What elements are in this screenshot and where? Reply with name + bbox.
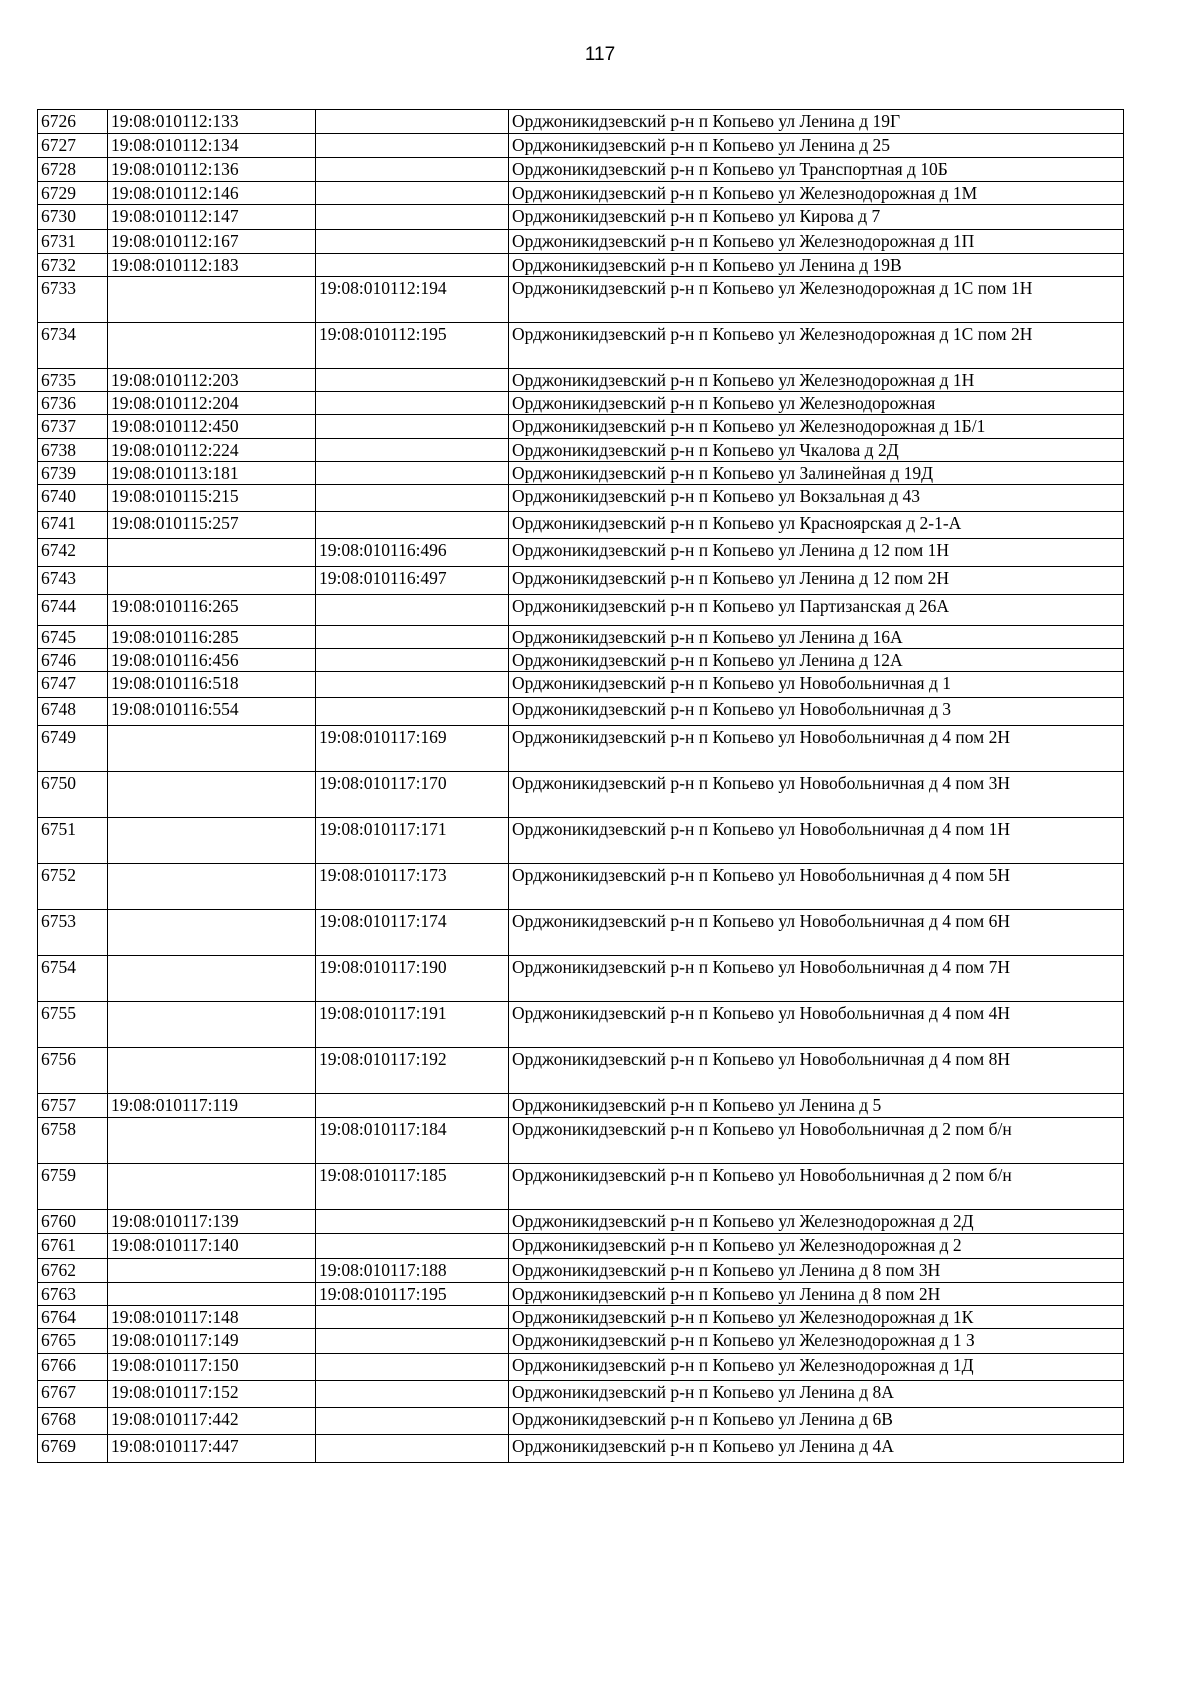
cadastral-number-cell: 19:08:010112:134 — [108, 134, 316, 158]
address-cell: Орджоникидзевский р-н п Копьево ул Новобольничная д 4 пом 1Н — [509, 818, 1124, 864]
row-number-cell: 6742 — [38, 539, 108, 567]
registry-table — [37, 109, 1124, 1463]
address-cell: Орджоникидзевский р-н п Копьево ул Новобольничная д 2 пом б/н — [509, 1164, 1124, 1210]
row-number-cell: 6762 — [38, 1259, 108, 1283]
address-cell: Орджоникидзевский р-н п Копьево ул Чкалова д 2Д — [509, 439, 1124, 462]
row-number-cell: 6750 — [38, 772, 108, 818]
cadastral-number-cell: 19:08:010117:442 — [108, 1408, 316, 1435]
premises-cadastral-number-cell: 19:08:010117:170 — [316, 772, 509, 818]
address-cell: Орджоникидзевский р-н п Копьево ул Железнодорожная д 1Б/1 — [509, 415, 1124, 439]
address-cell: Орджоникидзевский р-н п Копьево ул Ленина д 19В — [509, 254, 1124, 277]
premises-cadastral-number-cell — [316, 1234, 509, 1259]
row-number-cell: 6758 — [38, 1118, 108, 1164]
table-row — [38, 1164, 1124, 1210]
row-number-cell: 6729 — [38, 182, 108, 205]
premises-cadastral-number-cell — [316, 698, 509, 726]
cadastral-number-cell — [108, 818, 316, 864]
address-cell: Орджоникидзевский р-н п Копьево ул Железнодорожная д 1С пом 1Н — [509, 277, 1124, 323]
table-row — [38, 323, 1124, 369]
address-cell: Орджоникидзевский р-н п Копьево ул Новобольничная д 4 пом 5Н — [509, 864, 1124, 910]
address-cell: Орджоникидзевский р-н п Копьево ул Ленина д 16А — [509, 626, 1124, 649]
row-number-cell: 6755 — [38, 1002, 108, 1048]
table-row — [38, 864, 1124, 910]
premises-cadastral-number-cell — [316, 1435, 509, 1463]
premises-cadastral-number-cell: 19:08:010117:169 — [316, 726, 509, 772]
row-number-cell: 6765 — [38, 1329, 108, 1354]
row-number-cell: 6756 — [38, 1048, 108, 1094]
address-cell: Орджоникидзевский р-н п Копьево ул Залинейная д 19Д — [509, 462, 1124, 485]
cadastral-number-cell: 19:08:010112:136 — [108, 158, 316, 182]
row-number-cell: 6737 — [38, 415, 108, 439]
table-row — [38, 1210, 1124, 1234]
row-number-cell: 6767 — [38, 1381, 108, 1408]
table-row — [38, 1435, 1124, 1463]
premises-cadastral-number-cell: 19:08:010117:173 — [316, 864, 509, 910]
premises-cadastral-number-cell — [316, 1381, 509, 1408]
row-number-cell: 6734 — [38, 323, 108, 369]
row-number-cell: 6736 — [38, 392, 108, 415]
address-cell: Орджоникидзевский р-н п Копьево ул Железнодорожная д 1К — [509, 1306, 1124, 1329]
address-cell: Орджоникидзевский р-н п Копьево ул Новобольничная д 4 пом 4Н — [509, 1002, 1124, 1048]
cadastral-number-cell: 19:08:010112:133 — [108, 110, 316, 134]
row-number-cell: 6747 — [38, 672, 108, 698]
table-row — [38, 230, 1124, 254]
address-cell: Орджоникидзевский р-н п Копьево ул Новобольничная д 2 пом б/н — [509, 1118, 1124, 1164]
table-row — [38, 956, 1124, 1002]
cadastral-number-cell — [108, 277, 316, 323]
cadastral-number-cell — [108, 567, 316, 595]
cadastral-number-cell — [108, 956, 316, 1002]
cadastral-number-cell: 19:08:010112:146 — [108, 182, 316, 205]
page-number: 117 — [584, 44, 616, 65]
premises-cadastral-number-cell: 19:08:010117:185 — [316, 1164, 509, 1210]
premises-cadastral-number-cell — [316, 649, 509, 672]
premises-cadastral-number-cell — [316, 134, 509, 158]
cadastral-number-cell: 19:08:010117:140 — [108, 1234, 316, 1259]
premises-cadastral-number-cell — [316, 392, 509, 415]
row-number-cell: 6726 — [38, 110, 108, 134]
address-cell: Орджоникидзевский р-н п Копьево ул Новобольничная д 4 пом 7Н — [509, 956, 1124, 1002]
row-number-cell: 6744 — [38, 595, 108, 626]
table-row — [38, 910, 1124, 956]
premises-cadastral-number-cell — [316, 205, 509, 230]
address-cell: Орджоникидзевский р-н п Копьево ул Ленина д 25 — [509, 134, 1124, 158]
table-row — [38, 182, 1124, 205]
premises-cadastral-number-cell — [316, 1354, 509, 1381]
address-cell: Орджоникидзевский р-н п Копьево ул Новобольничная д 3 — [509, 698, 1124, 726]
cadastral-number-cell: 19:08:010117:119 — [108, 1094, 316, 1118]
row-number-cell: 6733 — [38, 277, 108, 323]
address-cell: Орджоникидзевский р-н п Копьево ул Вокзальная д 43 — [509, 485, 1124, 512]
row-number-cell: 6752 — [38, 864, 108, 910]
cadastral-number-cell: 19:08:010112:183 — [108, 254, 316, 277]
row-number-cell: 6743 — [38, 567, 108, 595]
row-number-cell: 6761 — [38, 1234, 108, 1259]
premises-cadastral-number-cell: 19:08:010117:184 — [316, 1118, 509, 1164]
address-cell: Орджоникидзевский р-н п Копьево ул Транспортная д 10Б — [509, 158, 1124, 182]
cadastral-number-cell: 19:08:010115:257 — [108, 512, 316, 539]
table-row — [38, 1306, 1124, 1329]
table-row — [38, 1118, 1124, 1164]
row-number-cell: 6749 — [38, 726, 108, 772]
premises-cadastral-number-cell — [316, 439, 509, 462]
row-number-cell: 6738 — [38, 439, 108, 462]
premises-cadastral-number-cell — [316, 110, 509, 134]
address-cell: Орджоникидзевский р-н п Копьево ул Железнодорожная д 1 З — [509, 1329, 1124, 1354]
row-number-cell: 6753 — [38, 910, 108, 956]
table-row — [38, 698, 1124, 726]
row-number-cell: 6769 — [38, 1435, 108, 1463]
premises-cadastral-number-cell — [316, 672, 509, 698]
premises-cadastral-number-cell — [316, 254, 509, 277]
premises-cadastral-number-cell — [316, 512, 509, 539]
address-cell: Орджоникидзевский р-н п Копьево ул Новобольничная д 4 пом 2Н — [509, 726, 1124, 772]
table-row — [38, 595, 1124, 626]
premises-cadastral-number-cell: 19:08:010117:188 — [316, 1259, 509, 1283]
table-row — [38, 818, 1124, 864]
address-cell: Орджоникидзевский р-н п Копьево ул Железнодорожная д 1С пом 2Н — [509, 323, 1124, 369]
cadastral-number-cell: 19:08:010116:554 — [108, 698, 316, 726]
row-number-cell: 6754 — [38, 956, 108, 1002]
row-number-cell: 6732 — [38, 254, 108, 277]
cadastral-number-cell — [108, 323, 316, 369]
cadastral-number-cell: 19:08:010117:447 — [108, 1435, 316, 1463]
row-number-cell: 6757 — [38, 1094, 108, 1118]
cadastral-number-cell — [108, 1118, 316, 1164]
premises-cadastral-number-cell — [316, 1210, 509, 1234]
premises-cadastral-number-cell — [316, 1306, 509, 1329]
row-number-cell: 6728 — [38, 158, 108, 182]
address-cell: Орджоникидзевский р-н п Копьево ул Кирова д 7 — [509, 205, 1124, 230]
premises-cadastral-number-cell — [316, 626, 509, 649]
table-row — [38, 392, 1124, 415]
row-number-cell: 6731 — [38, 230, 108, 254]
premises-cadastral-number-cell: 19:08:010117:174 — [316, 910, 509, 956]
table-row — [38, 1094, 1124, 1118]
cadastral-number-cell: 19:08:010112:147 — [108, 205, 316, 230]
row-number-cell: 6739 — [38, 462, 108, 485]
row-number-cell: 6745 — [38, 626, 108, 649]
address-cell: Орджоникидзевский р-н п Копьево ул Ленина д 12А — [509, 649, 1124, 672]
address-cell: Орджоникидзевский р-н п Копьево ул Железнодорожная д 1П — [509, 230, 1124, 254]
premises-cadastral-number-cell — [316, 1329, 509, 1354]
cadastral-number-cell — [108, 772, 316, 818]
premises-cadastral-number-cell — [316, 369, 509, 392]
address-cell: Орджоникидзевский р-н п Копьево ул Ленина д 12 пом 2Н — [509, 567, 1124, 595]
cadastral-number-cell — [108, 1048, 316, 1094]
cadastral-number-cell: 19:08:010112:224 — [108, 439, 316, 462]
table-row — [38, 1329, 1124, 1354]
cadastral-number-cell — [108, 726, 316, 772]
premises-cadastral-number-cell: 19:08:010117:190 — [316, 956, 509, 1002]
cadastral-number-cell: 19:08:010112:203 — [108, 369, 316, 392]
premises-cadastral-number-cell — [316, 230, 509, 254]
premises-cadastral-number-cell: 19:08:010117:192 — [316, 1048, 509, 1094]
premises-cadastral-number-cell — [316, 1408, 509, 1435]
address-cell: Орджоникидзевский р-н п Копьево ул Ленина д 19Г — [509, 110, 1124, 134]
cadastral-number-cell: 19:08:010116:518 — [108, 672, 316, 698]
premises-cadastral-number-cell: 19:08:010116:497 — [316, 567, 509, 595]
row-number-cell: 6768 — [38, 1408, 108, 1435]
row-number-cell: 6751 — [38, 818, 108, 864]
table-row — [38, 1002, 1124, 1048]
table-row — [38, 539, 1124, 567]
row-number-cell: 6746 — [38, 649, 108, 672]
address-cell: Орджоникидзевский р-н п Копьево ул Железнодорожная д 1Н — [509, 369, 1124, 392]
table-row — [38, 1408, 1124, 1435]
premises-cadastral-number-cell — [316, 1094, 509, 1118]
table-row — [38, 1234, 1124, 1259]
table-row — [38, 672, 1124, 698]
address-cell: Орджоникидзевский р-н п Копьево ул Железнодорожная — [509, 392, 1124, 415]
row-number-cell: 6727 — [38, 134, 108, 158]
premises-cadastral-number-cell — [316, 158, 509, 182]
address-cell: Орджоникидзевский р-н п Копьево ул Партизанская д 26А — [509, 595, 1124, 626]
cadastral-number-cell — [108, 910, 316, 956]
table-row — [38, 254, 1124, 277]
row-number-cell: 6735 — [38, 369, 108, 392]
table-row — [38, 158, 1124, 182]
table-row — [38, 110, 1124, 134]
cadastral-number-cell — [108, 1164, 316, 1210]
table-row — [38, 1259, 1124, 1283]
premises-cadastral-number-cell — [316, 415, 509, 439]
address-cell: Орджоникидзевский р-н п Копьево ул Железнодорожная д 2 — [509, 1234, 1124, 1259]
cadastral-number-cell: 19:08:010117:150 — [108, 1354, 316, 1381]
table-row — [38, 726, 1124, 772]
address-cell: Орджоникидзевский р-н п Копьево ул Новобольничная д 4 пом 3Н — [509, 772, 1124, 818]
cadastral-number-cell: 19:08:010113:181 — [108, 462, 316, 485]
row-number-cell: 6764 — [38, 1306, 108, 1329]
table-row — [38, 134, 1124, 158]
address-cell: Орджоникидзевский р-н п Копьево ул Ленина д 12 пом 1Н — [509, 539, 1124, 567]
premises-cadastral-number-cell — [316, 462, 509, 485]
table-row — [38, 1354, 1124, 1381]
table-row — [38, 369, 1124, 392]
address-cell: Орджоникидзевский р-н п Копьево ул Красноярская д 2-1-А — [509, 512, 1124, 539]
cadastral-number-cell — [108, 1002, 316, 1048]
table-row — [38, 1381, 1124, 1408]
premises-cadastral-number-cell: 19:08:010116:496 — [316, 539, 509, 567]
table-row — [38, 1048, 1124, 1094]
premises-cadastral-number-cell — [316, 485, 509, 512]
address-cell: Орджоникидзевский р-н п Копьево ул Железнодорожная д 1М — [509, 182, 1124, 205]
row-number-cell: 6763 — [38, 1283, 108, 1306]
address-cell: Орджоникидзевский р-н п Копьево ул Ленина д 8А — [509, 1381, 1124, 1408]
cadastral-number-cell: 19:08:010116:456 — [108, 649, 316, 672]
cadastral-number-cell — [108, 1283, 316, 1306]
table-row — [38, 1283, 1124, 1306]
cadastral-number-cell: 19:08:010112:167 — [108, 230, 316, 254]
cadastral-number-cell: 19:08:010117:152 — [108, 1381, 316, 1408]
cadastral-number-cell: 19:08:010112:204 — [108, 392, 316, 415]
cadastral-number-cell — [108, 539, 316, 567]
address-cell: Орджоникидзевский р-н п Копьево ул Новобольничная д 1 — [509, 672, 1124, 698]
premises-cadastral-number-cell: 19:08:010112:195 — [316, 323, 509, 369]
cadastral-number-cell: 19:08:010112:450 — [108, 415, 316, 439]
cadastral-number-cell: 19:08:010117:148 — [108, 1306, 316, 1329]
row-number-cell: 6730 — [38, 205, 108, 230]
row-number-cell: 6740 — [38, 485, 108, 512]
premises-cadastral-number-cell — [316, 595, 509, 626]
address-cell: Орджоникидзевский р-н п Копьево ул Новобольничная д 4 пом 6Н — [509, 910, 1124, 956]
row-number-cell: 6759 — [38, 1164, 108, 1210]
premises-cadastral-number-cell: 19:08:010117:191 — [316, 1002, 509, 1048]
cadastral-number-cell — [108, 864, 316, 910]
row-number-cell: 6766 — [38, 1354, 108, 1381]
table-row — [38, 512, 1124, 539]
address-cell: Орджоникидзевский р-н п Копьево ул Железнодорожная д 2Д — [509, 1210, 1124, 1234]
registry-body — [38, 110, 1124, 1463]
address-cell: Орджоникидзевский р-н п Копьево ул Ленина д 6В — [509, 1408, 1124, 1435]
table-row — [38, 462, 1124, 485]
table-row — [38, 439, 1124, 462]
table-row — [38, 277, 1124, 323]
premises-cadastral-number-cell: 19:08:010117:171 — [316, 818, 509, 864]
cadastral-number-cell — [108, 1259, 316, 1283]
table-row — [38, 205, 1124, 230]
table-row — [38, 626, 1124, 649]
cadastral-number-cell: 19:08:010116:265 — [108, 595, 316, 626]
table-row — [38, 485, 1124, 512]
address-cell: Орджоникидзевский р-н п Копьево ул Ленина д 8 пом 2Н — [509, 1283, 1124, 1306]
premises-cadastral-number-cell: 19:08:010117:195 — [316, 1283, 509, 1306]
premises-cadastral-number-cell — [316, 182, 509, 205]
cadastral-number-cell: 19:08:010115:215 — [108, 485, 316, 512]
address-cell: Орджоникидзевский р-н п Копьево ул Железнодорожная д 1Д — [509, 1354, 1124, 1381]
table-row — [38, 772, 1124, 818]
table-row — [38, 415, 1124, 439]
address-cell: Орджоникидзевский р-н п Копьево ул Новобольничная д 4 пом 8Н — [509, 1048, 1124, 1094]
row-number-cell: 6748 — [38, 698, 108, 726]
premises-cadastral-number-cell: 19:08:010112:194 — [316, 277, 509, 323]
row-number-cell: 6760 — [38, 1210, 108, 1234]
cadastral-number-cell: 19:08:010116:285 — [108, 626, 316, 649]
address-cell: Орджоникидзевский р-н п Копьево ул Ленина д 5 — [509, 1094, 1124, 1118]
cadastral-number-cell: 19:08:010117:139 — [108, 1210, 316, 1234]
row-number-cell: 6741 — [38, 512, 108, 539]
address-cell: Орджоникидзевский р-н п Копьево ул Ленина д 8 пом 3Н — [509, 1259, 1124, 1283]
address-cell: Орджоникидзевский р-н п Копьево ул Ленина д 4А — [509, 1435, 1124, 1463]
table-row — [38, 567, 1124, 595]
cadastral-number-cell: 19:08:010117:149 — [108, 1329, 316, 1354]
table-row — [38, 649, 1124, 672]
